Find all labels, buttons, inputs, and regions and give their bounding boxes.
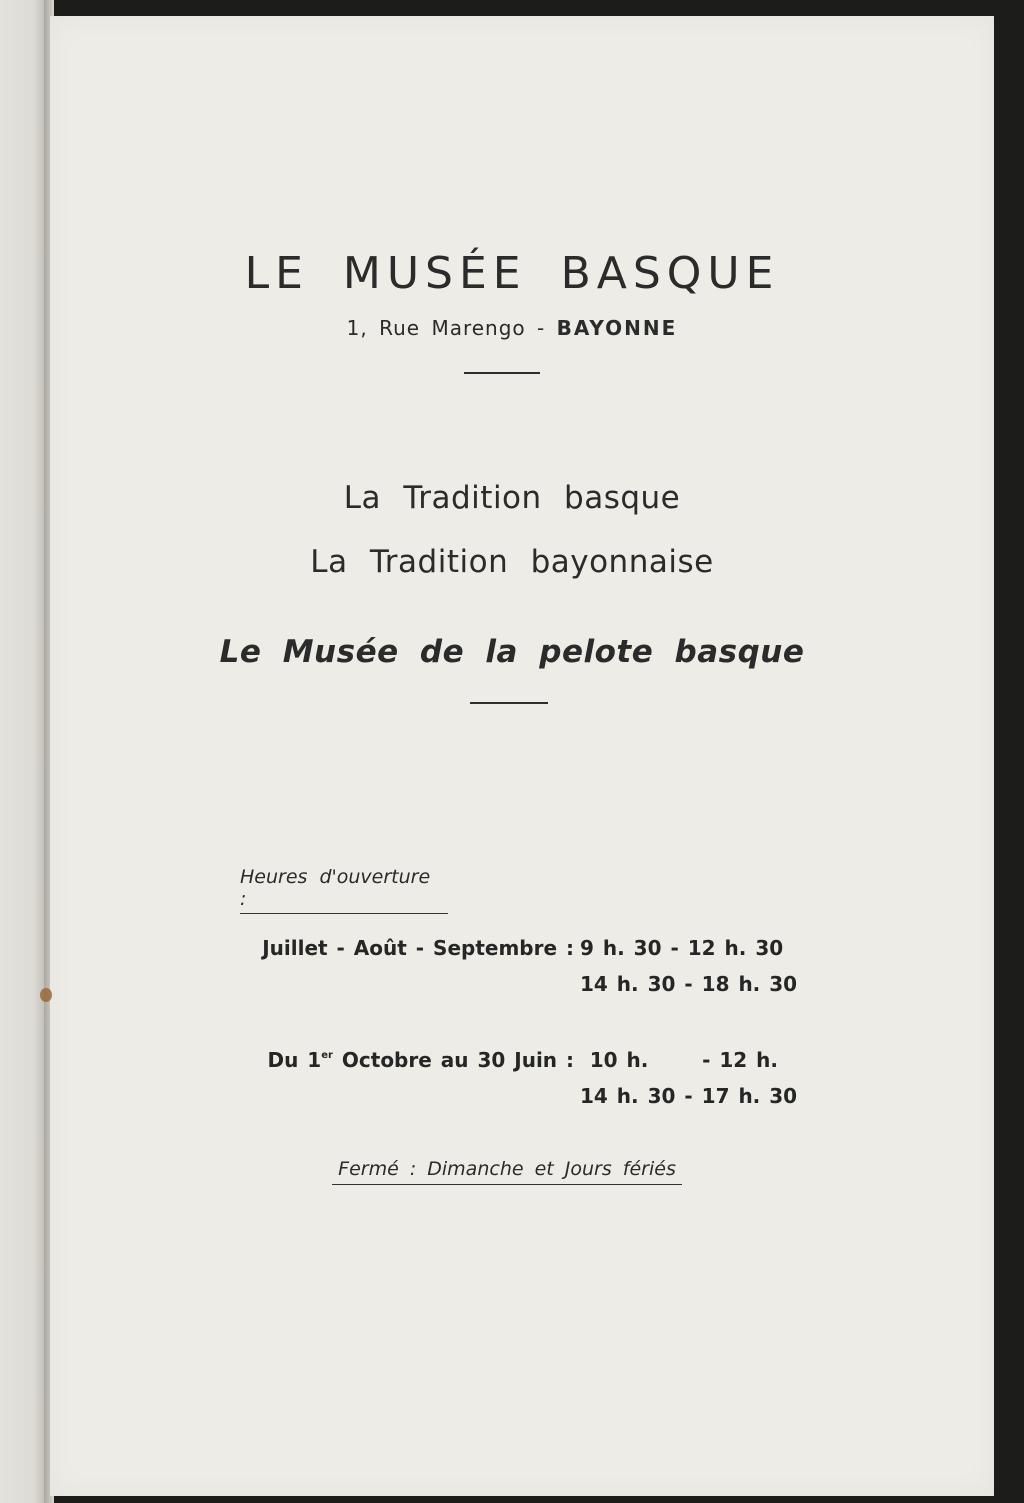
winter-label-suffix: Octobre au 30 Juin : <box>332 1048 574 1072</box>
winter-label-prefix: Du 1 <box>267 1048 322 1072</box>
summer-afternoon-hours: 14 h. 30 - 18 h. 30 <box>580 972 798 996</box>
winter-afternoon-hours: 14 h. 30 - 17 h. 30 <box>580 1084 798 1108</box>
pelote-museum-title: Le Musée de la pelote basque <box>219 634 805 670</box>
divider-rule <box>464 372 540 374</box>
left-page-edge <box>0 0 48 1503</box>
summer-morning-hours: 9 h. 30 - 12 h. 30 <box>580 936 784 960</box>
opening-hours-heading: Heures d'ouverture : <box>240 866 448 914</box>
closed-days-notice: Fermé : Dimanche et Jours fériés <box>332 1158 682 1185</box>
museum-address <box>0 316 1024 340</box>
street-address: 1, Rue Marengo - <box>346 316 546 340</box>
summer-period-label: Juillet - Août - Septembre : <box>262 936 574 960</box>
staple-rust-mark <box>40 988 52 1002</box>
tradition-basque: La Tradition basque <box>343 480 681 516</box>
museum-title: LE MUSÉE BASQUE <box>244 248 780 299</box>
city-name: BAYONNE <box>556 316 678 340</box>
winter-morning-hours: 10 h. - 12 h. <box>589 1048 778 1072</box>
document-page <box>50 16 994 1496</box>
tradition-bayonnaise: La Tradition bayonnaise <box>310 544 714 580</box>
winter-period-label <box>268 1048 575 1072</box>
divider-rule <box>470 702 548 704</box>
ordinal-superscript: er <box>321 1050 333 1061</box>
